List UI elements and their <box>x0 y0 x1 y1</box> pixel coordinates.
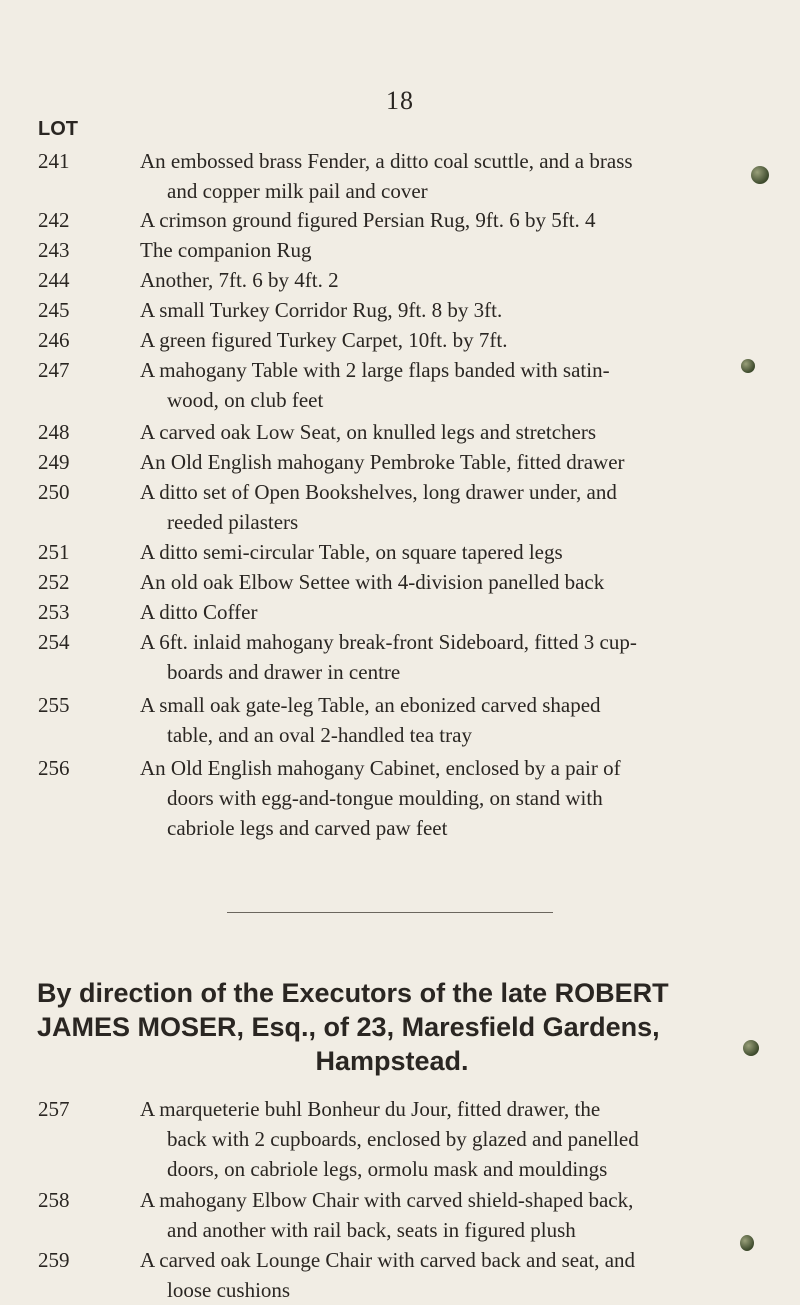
lot-description-line: A ditto set of Open Bookshelves, long drawer under, and <box>140 480 617 504</box>
lot-description <box>140 417 740 447</box>
lot-description <box>140 597 740 627</box>
lot-number: 249 <box>38 450 70 474</box>
lot-description-line: A mahogany Table with 2 large flaps banded with satin- <box>140 358 610 382</box>
lot-description <box>140 146 740 206</box>
lot-number: 259 <box>38 1248 70 1272</box>
lot-number: 253 <box>38 600 70 624</box>
lot-description-line: A carved oak Low Seat, on knulled legs and stretchers <box>140 420 597 444</box>
lot-description-line: Another, 7ft. 6 by 4ft. 2 <box>140 268 339 292</box>
lot-number: 254 <box>38 630 70 654</box>
lot-description <box>140 1245 740 1305</box>
lot-number: 248 <box>38 420 70 444</box>
margin-spot-icon <box>743 1040 759 1056</box>
lot-description <box>140 627 740 687</box>
lot-number: 247 <box>38 358 70 382</box>
lot-number: 255 <box>38 693 70 717</box>
lot-description-line: A small Turkey Corridor Rug, 9ft. 8 by 3ft. <box>140 298 503 322</box>
lot-number: 245 <box>38 298 70 322</box>
lot-description-line: doors, on cabriole legs, ormolu mask and mouldings <box>167 1157 608 1181</box>
lot-number: 244 <box>38 268 70 292</box>
lot-description-line: An old oak Elbow Settee with 4-division panelled back <box>140 570 605 594</box>
lot-description-line: boards and drawer in centre <box>167 660 401 684</box>
lot-description-line: A small oak gate-leg Table, an ebonized carved shaped <box>140 693 601 717</box>
banner-line: Hampstead. <box>315 1046 469 1076</box>
lot-description <box>140 295 740 325</box>
lot-description <box>140 537 740 567</box>
lot-description <box>140 477 740 537</box>
lot-number: 241 <box>38 149 70 173</box>
lot-description-line: A crimson ground figured Persian Rug, 9ft. 6 by 5ft. 4 <box>140 208 596 232</box>
lot-column-header: LOT <box>38 118 78 140</box>
lot-description-line: An Old English mahogany Cabinet, enclosed by a pair of <box>140 756 621 780</box>
lot-description <box>140 753 740 843</box>
lot-description-line: cabriole legs and carved paw feet <box>167 816 448 840</box>
lot-description-line: A mahogany Elbow Chair with carved shield-shaped back, <box>140 1188 634 1212</box>
lot-number: 243 <box>38 238 70 262</box>
lot-description-line: table, and an oval 2-handled tea tray <box>167 723 472 747</box>
lot-description <box>140 265 740 295</box>
lot-description <box>140 567 740 597</box>
banner-line: By direction of the Executors of the late ROBERT <box>37 978 669 1008</box>
section-divider <box>227 912 553 913</box>
banner-line: JAMES MOSER, Esq., of 23, Maresfield Gardens, <box>37 1012 660 1042</box>
lot-number: 246 <box>38 328 70 352</box>
lot-description-line: A ditto semi-circular Table, on square tapered legs <box>140 540 563 564</box>
lot-number: 252 <box>38 570 70 594</box>
lot-number: 257 <box>38 1097 70 1121</box>
page-number: 18 <box>386 86 414 115</box>
lot-description-line: loose cushions <box>167 1278 291 1302</box>
lot-description <box>140 447 740 477</box>
lot-number: 242 <box>38 208 70 232</box>
lot-description <box>140 690 740 750</box>
lot-description-line: The companion Rug <box>140 238 312 262</box>
lot-number: 250 <box>38 480 70 504</box>
lot-description-line: doors with egg-and-tongue moulding, on stand with <box>167 786 603 810</box>
lot-description-line: A ditto Coffer <box>140 600 258 624</box>
margin-spot-icon <box>751 166 769 184</box>
lot-number: 256 <box>38 756 70 780</box>
lot-description-line: and copper milk pail and cover <box>167 179 428 203</box>
lot-description-line: A green figured Turkey Carpet, 10ft. by 7ft. <box>140 328 508 352</box>
lot-description <box>140 205 740 235</box>
lot-description-line: back with 2 cupboards, enclosed by glazed and panelled <box>167 1127 639 1151</box>
margin-spot-icon <box>741 359 755 373</box>
lot-description <box>140 235 740 265</box>
lot-description-line: reeded pilasters <box>167 510 299 534</box>
lot-description <box>140 355 740 415</box>
margin-spot-icon <box>740 1235 754 1251</box>
lot-description-line: An embossed brass Fender, a ditto coal scuttle, and a brass <box>140 149 633 173</box>
lot-description <box>140 325 740 355</box>
lot-description-line: wood, on club feet <box>167 388 324 412</box>
executors-banner <box>37 976 747 1078</box>
lot-description-line: A carved oak Lounge Chair with carved back and seat, and <box>140 1248 636 1272</box>
lot-description-line: and another with rail back, seats in figured plush <box>167 1218 576 1242</box>
lot-number: 251 <box>38 540 70 564</box>
lot-description <box>140 1185 740 1245</box>
lot-number: 258 <box>38 1188 70 1212</box>
lot-description <box>140 1094 740 1184</box>
lot-description-line: A marqueterie buhl Bonheur du Jour, fitted drawer, the <box>140 1097 601 1121</box>
lot-description-line: A 6ft. inlaid mahogany break-front Sideboard, fitted 3 cup- <box>140 630 637 654</box>
lot-description-line: An Old English mahogany Pembroke Table, fitted drawer <box>140 450 625 474</box>
